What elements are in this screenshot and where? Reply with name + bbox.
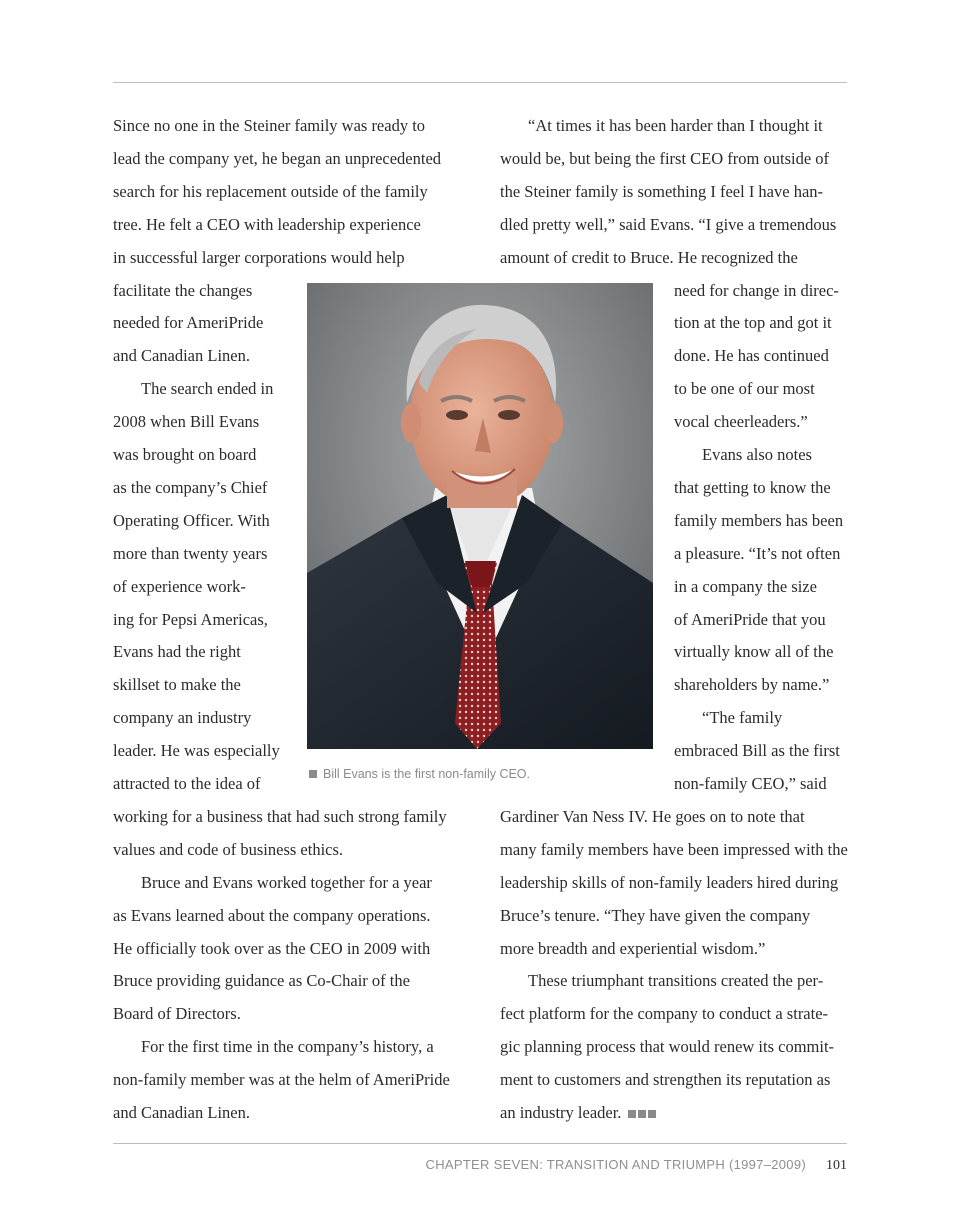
text-line — [500, 807, 805, 827]
text-line — [113, 281, 252, 301]
text-line-content: would be, but being the first CEO from outside of — [500, 148, 830, 168]
text-line — [674, 379, 815, 399]
text-line — [500, 939, 765, 959]
text-line-content: fect platform for the company to conduct a strate- — [500, 1004, 829, 1024]
text-line-content: Since no one in the Steiner family was ready to — [113, 116, 426, 135]
text-line — [674, 610, 826, 630]
text-line-content: leadership skills of non-family leaders hired during — [500, 872, 839, 892]
text-line-content: Bruce providing guidance as Co-Chair of the — [113, 971, 410, 991]
text-line-content: needed for AmeriPride — [113, 313, 264, 333]
text-line — [500, 840, 848, 860]
page-footer — [426, 1157, 848, 1174]
text-line — [674, 577, 817, 597]
text-line — [113, 577, 246, 597]
text-line — [674, 281, 839, 301]
text-line-content: For the first time in the company’s history, a — [141, 1037, 434, 1057]
top-rule — [113, 82, 847, 83]
caption-bullet-icon — [309, 770, 317, 778]
text-line — [113, 675, 241, 695]
text-line-content: and Canadian Linen. — [113, 1103, 250, 1122]
text-line-content: done. He has continued — [674, 346, 829, 366]
text-line-content: 2008 when Bill Evans — [113, 412, 260, 432]
text-line — [674, 642, 833, 662]
text-line-content: was brought on board — [113, 445, 257, 464]
text-line — [113, 1070, 450, 1090]
text-line — [674, 346, 829, 366]
text-line-content: as the company’s Chief — [113, 477, 268, 497]
text-line-content: that getting to know the — [674, 477, 831, 497]
caption-text: Bill Evans is the first non-family CEO. — [323, 767, 531, 781]
text-line — [141, 379, 273, 399]
text-line — [500, 873, 838, 893]
text-line — [113, 346, 250, 366]
text-line-content: search for his replacement outside of the family — [113, 181, 428, 201]
chapter-title: CHAPTER SEVEN: TRANSITION AND TRIUMPH (1997–2009) — [425, 1157, 806, 1172]
page-number: 101 — [826, 1158, 847, 1173]
text-line-content: company an industry — [113, 708, 252, 728]
text-line — [113, 971, 410, 991]
text-line — [113, 116, 425, 136]
text-line — [113, 1103, 250, 1123]
text-line-content: non-family member was at the helm of AmeriPride — [113, 1070, 450, 1090]
text-line — [113, 412, 259, 432]
text-line — [113, 642, 241, 662]
text-line-content: Bruce’s tenure. “They have given the company — [500, 905, 811, 925]
text-line-content: working for a business that had such strong family — [113, 806, 447, 826]
text-line-content: Evans also notes — [702, 445, 812, 464]
text-line-content: vocal cheerleaders.” — [674, 412, 808, 432]
text-line — [141, 1037, 434, 1057]
text-line-content: shareholders by name.” — [674, 675, 830, 695]
text-line-content: tree. He felt a CEO with leadership experience — [113, 214, 421, 234]
text-line-content: Evans had the right — [113, 642, 241, 662]
text-line-content: of experience work- — [113, 576, 246, 596]
text-line — [113, 478, 267, 498]
text-line — [113, 939, 430, 959]
text-line — [674, 774, 827, 794]
text-line-content: These triumphant transitions created the per- — [528, 971, 824, 991]
text-line-content: the Steiner family is something I feel I have han- — [500, 181, 824, 201]
text-line — [702, 708, 782, 728]
text-line — [500, 215, 836, 235]
text-line — [113, 149, 441, 169]
text-line — [113, 313, 263, 333]
text-line — [500, 1004, 828, 1024]
text-line — [528, 116, 823, 136]
text-line-content: “The family — [702, 708, 783, 728]
text-line-content: to be one of our most — [674, 379, 815, 399]
text-line-content: Gardiner Van Ness IV. He goes on to note that — [500, 806, 805, 826]
text-line — [500, 1037, 834, 1057]
text-line-content: many family members have been impressed with the — [500, 839, 848, 859]
text-line — [674, 511, 843, 531]
text-line-content: He officially took over as the CEO in 2009 with — [113, 938, 431, 958]
text-line-content: Board of Directors. — [113, 1004, 241, 1024]
text-line-content: lead the company yet, he began an unprecedented — [113, 148, 442, 168]
text-line — [113, 544, 267, 564]
text-line — [500, 906, 810, 926]
text-line — [674, 478, 831, 498]
text-line-content: need for change in direc- — [674, 280, 839, 300]
text-line — [113, 445, 256, 465]
text-line-content: Bruce and Evans worked together for a year — [141, 872, 432, 892]
text-line-content: as Evans learned about the company operations. — [113, 905, 431, 925]
portrait-photo — [307, 283, 653, 749]
text-line — [113, 610, 268, 630]
text-line — [674, 675, 829, 695]
text-line — [528, 971, 823, 991]
text-line-content: values and code of business ethics. — [113, 839, 344, 859]
text-line — [113, 774, 261, 794]
text-line-content: leader. He was especially — [113, 741, 280, 761]
text-line-content: more breadth and experiential wisdom.” — [500, 938, 766, 958]
text-line-content: Operating Officer. With — [113, 510, 270, 530]
text-line-content: ment to customers and strengthen its reputation as — [500, 1070, 831, 1090]
end-mark-icon — [626, 1103, 656, 1122]
text-line — [113, 248, 405, 268]
text-line — [702, 445, 812, 465]
text-line — [674, 412, 808, 432]
text-line-content: in a company the size — [674, 576, 817, 596]
text-line-content: The search ended in — [141, 379, 274, 399]
text-line — [500, 1103, 656, 1123]
text-line — [113, 741, 280, 761]
text-line-content: tion at the top and got it — [674, 313, 832, 333]
bottom-rule — [113, 1143, 847, 1144]
text-line — [113, 182, 428, 202]
text-line-content: an industry leader. — [500, 1103, 622, 1122]
text-line — [113, 807, 447, 827]
text-line-content: attracted to the idea of — [113, 774, 261, 793]
text-line-content: and Canadian Linen. — [113, 346, 250, 366]
text-line — [500, 248, 798, 268]
text-line — [113, 906, 431, 926]
text-line-content: family members has been — [674, 510, 844, 530]
text-line — [674, 741, 840, 761]
text-line — [113, 511, 270, 531]
text-line-content: in successful larger corporations would help — [113, 247, 405, 267]
text-line-content: dled pretty well,” said Evans. “I give a tremendous — [500, 214, 837, 234]
text-line — [141, 873, 432, 893]
text-line-content: gic planning process that would renew its commit- — [500, 1037, 835, 1057]
text-line — [113, 215, 421, 235]
text-line-content: embraced Bill as the first — [674, 741, 840, 761]
text-line — [500, 1070, 830, 1090]
text-line — [674, 313, 832, 333]
photo-caption — [309, 767, 530, 781]
text-line-content: skillset to make the — [113, 675, 241, 695]
text-line-content: “At times it has been harder than I thought it — [528, 116, 823, 135]
text-line — [113, 1004, 241, 1024]
text-line — [674, 544, 840, 564]
text-line — [500, 149, 829, 169]
text-line-content: ing for Pepsi Americas, — [113, 609, 268, 629]
text-line-content: of AmeriPride that you — [674, 609, 826, 629]
text-line-content: non-family CEO,” said — [674, 774, 827, 793]
text-line-content: facilitate the changes — [113, 280, 253, 300]
text-line-content: amount of credit to Bruce. He recognized the — [500, 247, 798, 267]
text-line-content: virtually know all of the — [674, 642, 834, 662]
text-line-content: a pleasure. “It’s not often — [674, 543, 841, 563]
text-line — [500, 182, 823, 202]
text-line — [113, 840, 343, 860]
text-line-content: more than twenty years — [113, 543, 268, 563]
text-line — [113, 708, 251, 728]
